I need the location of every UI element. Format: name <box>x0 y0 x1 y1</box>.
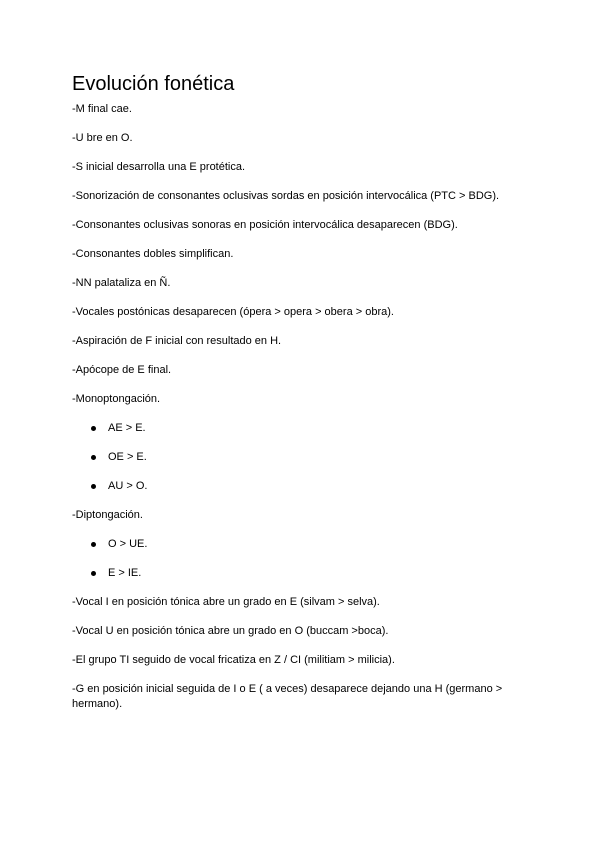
bullet-icon <box>91 455 96 460</box>
rule-sonorizacion: -Sonorización de consonantes oclusivas sordas en posición intervocálica (PTC > BDG). <box>72 190 500 202</box>
rule-apocope-e: -Apócope de E final. <box>72 364 172 376</box>
rule-vocal-u-tonica: -Vocal U en posición tónica abre un grado en O (buccam >boca). <box>72 625 389 637</box>
rule-nn-palataliza: -NN palataliza en Ñ. <box>72 277 171 289</box>
rule-s-inicial: -S inicial desarrolla una E protética. <box>72 161 246 173</box>
list-item <box>72 537 528 552</box>
rule-grupo-ti: -El grupo TI seguido de vocal fricatiza en Z / CI (militiam > milicia). <box>72 654 395 666</box>
list-item-text: AU > O. <box>108 480 148 492</box>
rule-g-inicial: -G en posición inicial seguida de I o E ( a veces) desaparece dejando una H (germano > hermano). <box>72 683 503 710</box>
rule-consonantes-dobles: -Consonantes dobles simplifican. <box>72 248 234 260</box>
document-page <box>72 72 528 726</box>
list-item-text: O > UE. <box>108 538 148 550</box>
rule-u-breve: -U bre en O. <box>72 132 133 144</box>
list-item <box>72 566 528 581</box>
list-item-text: AE > E. <box>108 422 146 434</box>
list-item-text: E > IE. <box>108 567 142 579</box>
list-item-text: OE > E. <box>108 451 147 463</box>
rule-m-final: -M final cae. <box>72 103 132 115</box>
rule-monoptongacion: -Monoptongación. <box>72 393 161 405</box>
rule-oclusivas-sonoras: -Consonantes oclusivas sonoras en posición intervocálica desaparecen (BDG). <box>72 219 458 231</box>
rule-vocales-postonicas: -Vocales postónicas desaparecen (ópera > opera > obera > obra). <box>72 306 394 318</box>
list-item <box>72 479 528 494</box>
list-item <box>72 450 528 465</box>
page-title: Evolución fonética <box>72 73 235 95</box>
list-item <box>72 421 528 436</box>
rule-diptongacion: -Diptongación. <box>72 509 143 521</box>
bullet-icon <box>91 542 96 547</box>
rule-vocal-i-tonica: -Vocal I en posición tónica abre un grado en E (silvam > selva). <box>72 596 380 608</box>
rule-aspiracion-f: -Aspiración de F inicial con resultado en H. <box>72 335 282 347</box>
bullet-icon <box>91 484 96 489</box>
bullet-icon <box>91 426 96 431</box>
diptongacion-list <box>72 537 528 581</box>
monoptongacion-list <box>72 421 528 494</box>
bullet-icon <box>91 571 96 576</box>
